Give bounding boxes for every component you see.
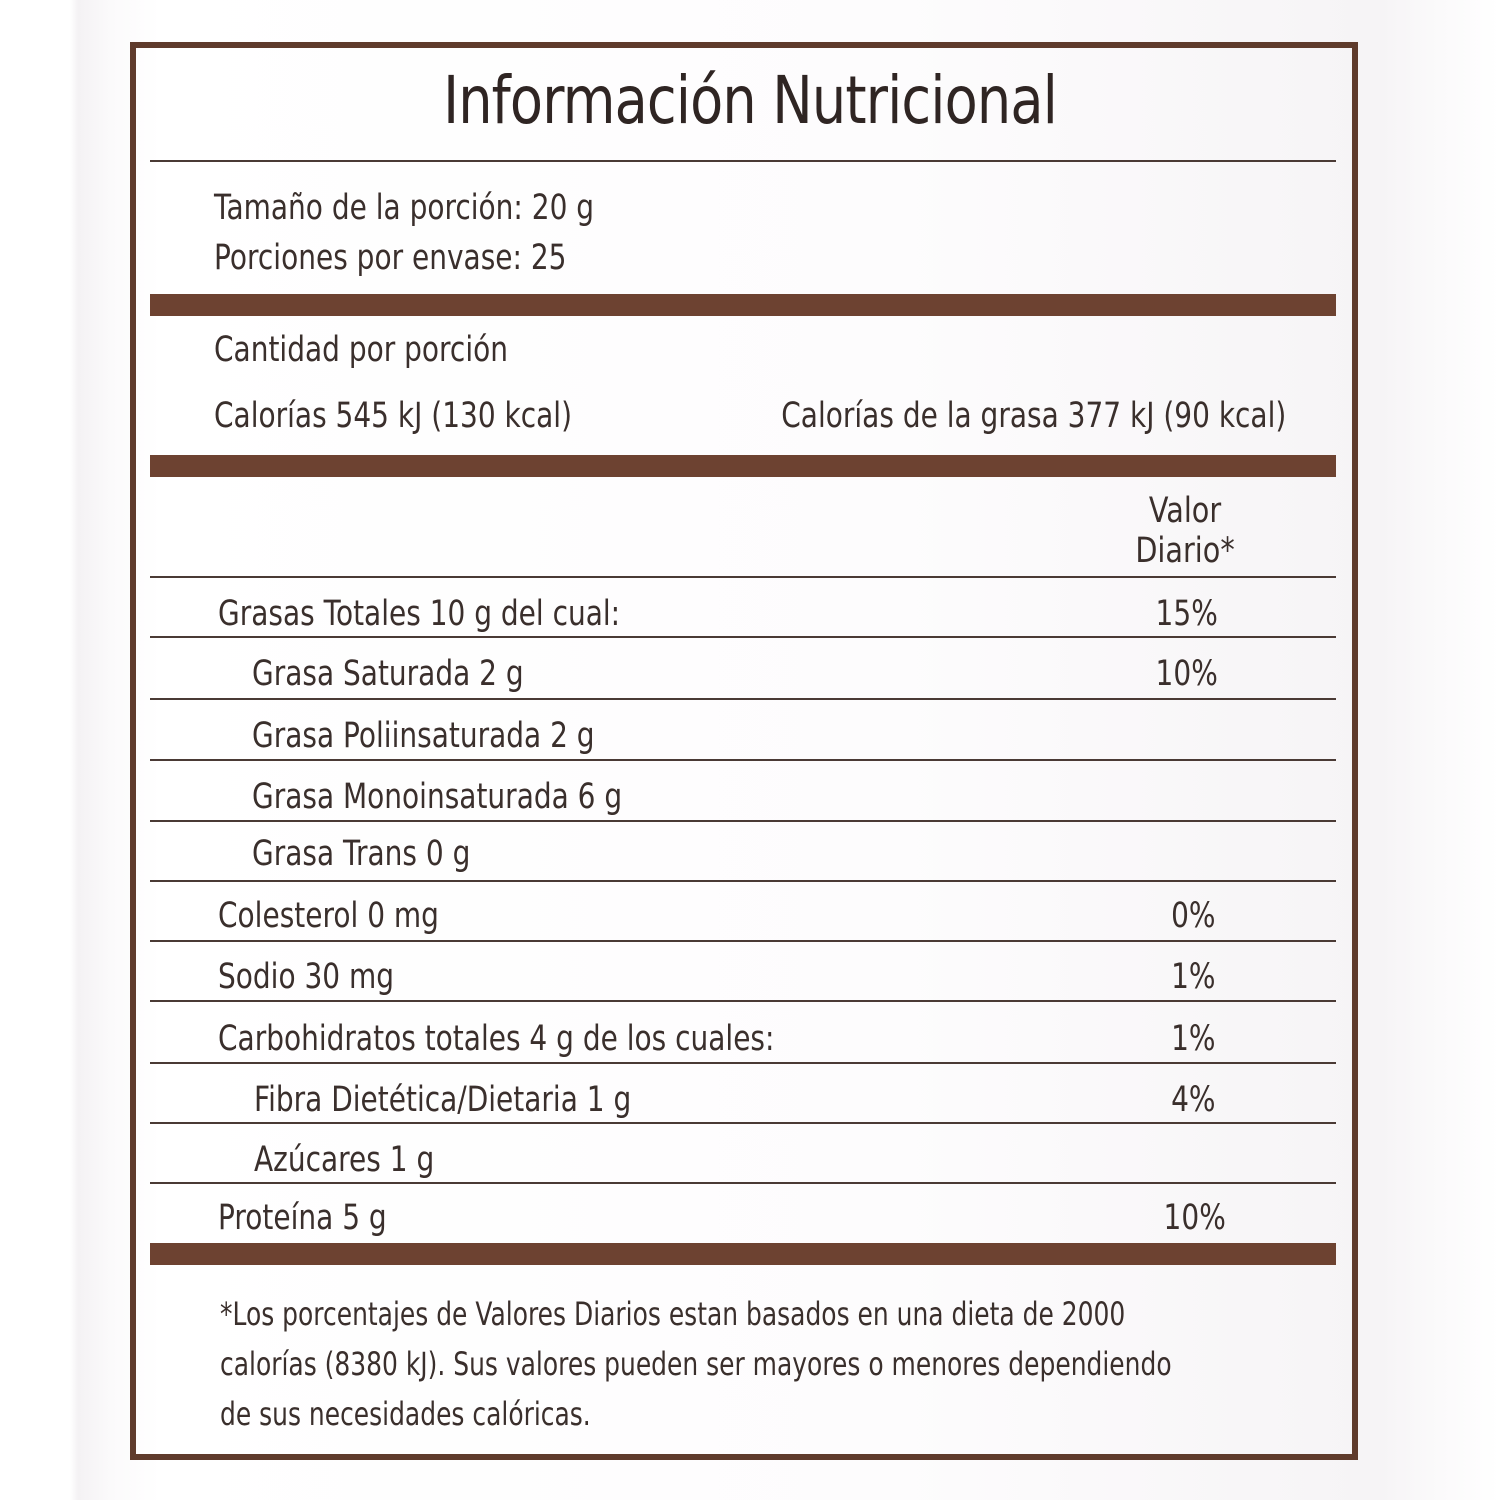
thick-divider-2	[150, 455, 1336, 477]
row-divider	[150, 1000, 1336, 1002]
row-divider	[150, 1062, 1336, 1064]
footnote-line3: de sus necesidades calóricas.	[220, 1395, 591, 1433]
row-divider	[150, 820, 1336, 822]
nutrient-label: Sodio 30 mg	[218, 957, 395, 997]
nutrient-dv: 10%	[1155, 654, 1218, 694]
nutrient-dv: 1%	[1171, 1019, 1216, 1059]
nutrient-label: Grasa Trans 0 g	[252, 834, 471, 874]
daily-value-header-line2: Diario*	[1135, 531, 1235, 571]
amount-per-serving-heading: Cantidad por porción	[214, 330, 508, 370]
row-divider	[150, 1122, 1336, 1124]
nutrient-dv: 0%	[1171, 896, 1216, 936]
calories: Calorías 545 kJ (130 kcal)	[214, 396, 573, 436]
nutrient-label: Grasa Saturada 2 g	[252, 654, 524, 694]
nutrient-dv: 4%	[1171, 1080, 1216, 1120]
footnote-line2: calorías (8380 kJ). Sus valores pueden ser mayores o menores dependiendo	[220, 1345, 1172, 1383]
daily-value-header-line1: Valor	[1148, 491, 1222, 531]
nutrient-label: Grasas Totales 10 g del cual:	[218, 594, 621, 634]
calories-from-fat: Calorías de la grasa 377 kJ (90 kcal)	[780, 396, 1286, 436]
row-divider	[150, 636, 1336, 638]
nutrient-label: Grasa Poliinsaturada 2 g	[252, 716, 595, 756]
servings-per-container: Porciones por envase: 25	[214, 238, 567, 278]
row-divider	[150, 698, 1336, 700]
nutrient-label: Fibra Dietética/Dietaria 1 g	[254, 1080, 632, 1120]
thick-divider-1	[150, 294, 1336, 316]
nutrient-dv: 15%	[1155, 594, 1218, 634]
nutrient-label: Grasa Monoinsaturada 6 g	[252, 777, 623, 817]
label-title: Información Nutricional	[443, 62, 1057, 139]
footnote-line1: *Los porcentajes de Valores Diarios estan basados en una dieta de 2000	[220, 1295, 1126, 1333]
nutrient-label: Colesterol 0 mg	[218, 896, 439, 936]
serving-size: Tamaño de la porción: 20 g	[214, 188, 595, 228]
row-divider	[150, 1182, 1336, 1184]
row-divider	[150, 576, 1336, 578]
nutrient-label: Carbohidratos totales 4 g de los cuales:	[218, 1019, 775, 1059]
nutrient-dv: 1%	[1171, 957, 1216, 997]
row-divider	[150, 880, 1336, 882]
nutrient-dv: 10%	[1163, 1198, 1226, 1238]
nutrient-label: Proteína 5 g	[218, 1198, 387, 1238]
thick-divider-3	[150, 1243, 1336, 1265]
row-divider	[150, 759, 1336, 761]
row-divider	[150, 940, 1336, 942]
title-divider	[150, 160, 1336, 162]
nutrient-label: Azúcares 1 g	[254, 1140, 435, 1180]
